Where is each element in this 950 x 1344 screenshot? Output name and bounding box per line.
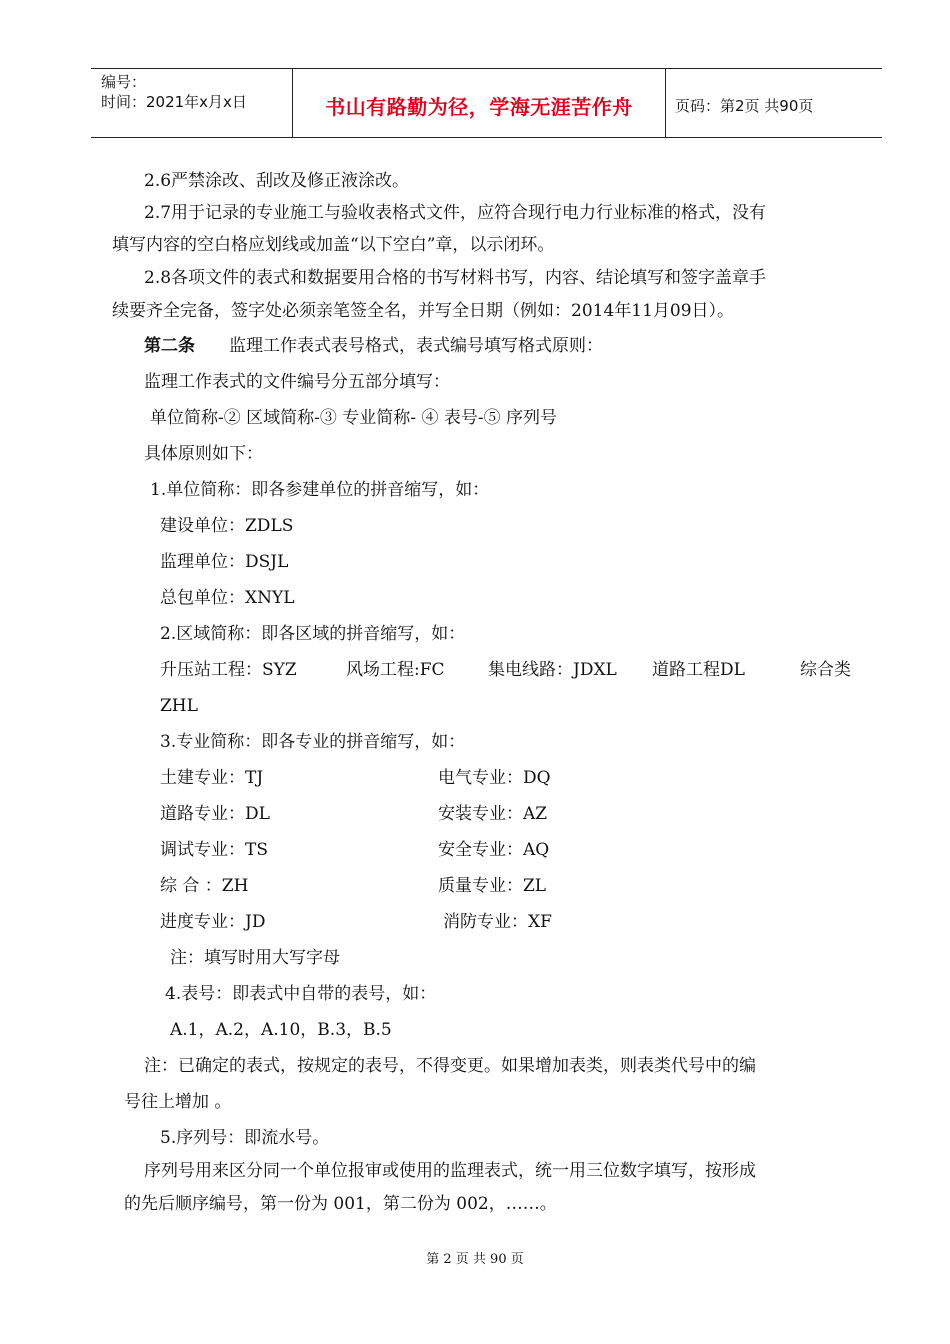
paragraph-line: 监理工作表式的文件编号分五部分填写： xyxy=(144,372,450,392)
header-divider xyxy=(665,69,666,137)
list-item: 质量专业：ZL xyxy=(438,876,547,896)
list-item: 风场工程:FC xyxy=(346,660,445,680)
section-heading: 2.区域简称：即各区域的拼音缩写，如： xyxy=(160,624,466,644)
note-line: 号往上增加 。 xyxy=(124,1092,232,1112)
section-heading: 5.序列号：即流水号。 xyxy=(160,1128,330,1148)
list-item: 总包单位：XNYL xyxy=(160,588,295,608)
list-item: 安全专业：AQ xyxy=(438,840,550,860)
section-heading: 3.专业简称：即各专业的拼音缩写，如： xyxy=(160,732,466,752)
paragraph-line: 续要齐全完备，签字处必须亲笔签全名，并写全日期（例如：2014年11月09日）。 xyxy=(112,301,735,321)
note-line: 注：填写时用大写字母 xyxy=(170,948,340,968)
list-item: 集电线路：JDXL xyxy=(488,660,617,680)
paragraph-line: 具体原则如下： xyxy=(144,444,263,464)
list-item: 综 合 ：ZH xyxy=(160,876,249,896)
header-motto: 书山有路勤为径，学海无涯苦作舟 xyxy=(325,95,633,119)
list-item: 调试专业：TS xyxy=(160,840,268,860)
list-item: 道路专业：DL xyxy=(160,804,270,824)
list-item: A.1，A.2，A.10，B.3，B.5 xyxy=(170,1020,392,1040)
paragraph-line: 序列号用来区分同一个单位报审或使用的监理表式，统一用三位数字填写，按形成 xyxy=(144,1161,756,1181)
header-number-label: 编号： xyxy=(101,73,147,91)
list-item: 监理单位：DSJL xyxy=(160,552,289,572)
list-item: 消防专业：XF xyxy=(443,912,552,932)
note-line: 注：已确定的表式，按规定的表号，不得变更。如果增加表类，则表类代号中的编 xyxy=(144,1056,756,1076)
list-item: 进度专业：JD xyxy=(160,912,266,932)
article-title: 第二条 xyxy=(144,336,195,356)
paragraph-line: 填写内容的空白格应划线或加盖“以下空白”章，以示闭环。 xyxy=(112,235,555,255)
paragraph-line: 2.6严禁涂改、刮改及修正液涂改。 xyxy=(144,171,410,191)
list-item: 安装专业：AZ xyxy=(438,804,548,824)
list-item: 电气专业：DQ xyxy=(438,768,551,788)
page-footer: 第 2 页 共 90 页 xyxy=(426,1252,524,1267)
article-heading-text: 监理工作表式表号格式，表式编号填写格式原则： xyxy=(229,336,603,356)
list-item: 升压站工程：SYZ xyxy=(160,660,297,680)
list-item: 道路工程DL xyxy=(652,660,745,680)
section-heading: 1.单位简称：即各参建单位的拼音缩写，如： xyxy=(150,480,490,500)
section-heading: 4.表号：即表式中自带的表号，如： xyxy=(165,984,437,1004)
list-item: 综合类 xyxy=(800,660,851,680)
header-page-info: 页码：第2页 共90页 xyxy=(675,97,814,115)
paragraph-line: 的先后顺序编号，第一份为 001，第二份为 002，……。 xyxy=(124,1194,557,1214)
list-item: 土建专业：TJ xyxy=(160,768,264,788)
paragraph-line: 单位简称-② 区域简称-③ 专业简称- ④ 表号-⑤ 序列号 xyxy=(150,408,557,428)
list-item: ZHL xyxy=(160,696,198,716)
list-item: 建设单位：ZDLS xyxy=(160,516,294,536)
header-time-label: 时间：2021年x月x日 xyxy=(101,93,247,111)
page-header xyxy=(91,68,882,138)
paragraph-line: 2.8各项文件的表式和数据要用合格的书写材料书写，内容、结论填写和签字盖章手 xyxy=(144,268,767,288)
paragraph-line: 2.7用于记录的专业施工与验收表格式文件，应符合现行电力行业标准的格式，没有 xyxy=(144,203,767,223)
